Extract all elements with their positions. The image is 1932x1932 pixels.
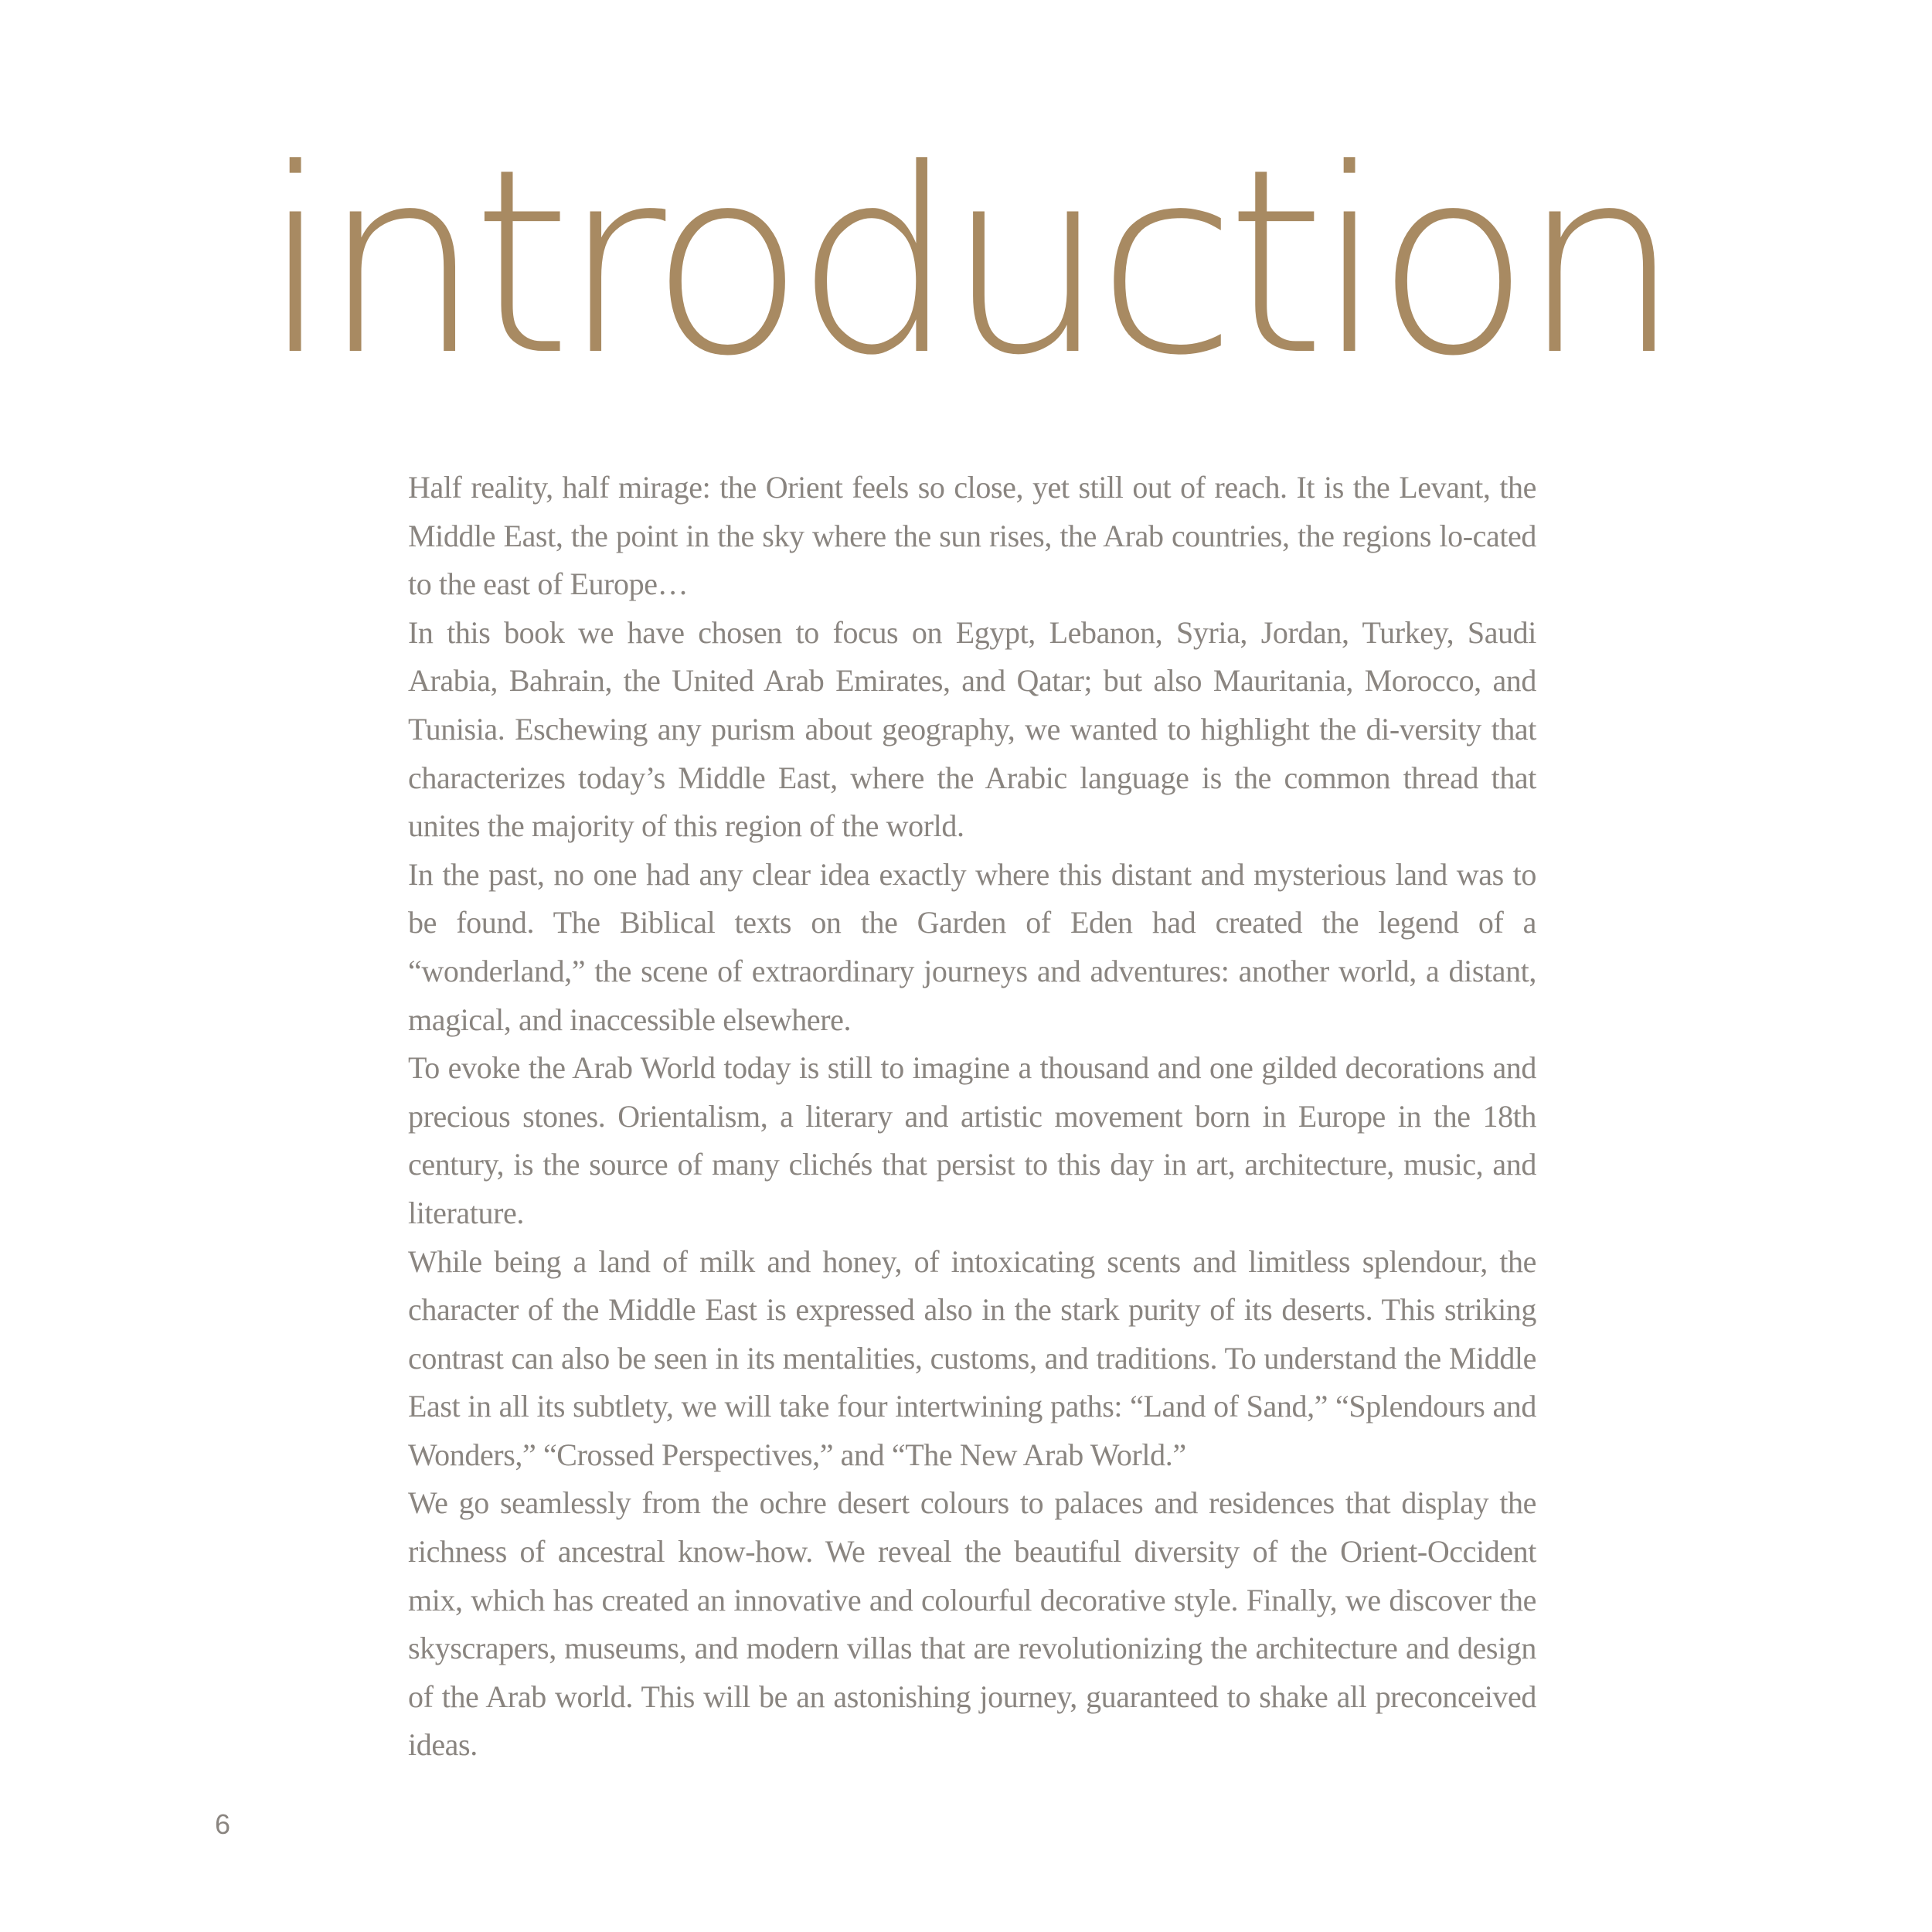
paragraph: We go seamlessly from the ochre desert colours to palaces and residences that display the richness of ancestral know-how. We reveal the beautiful diversity of the Orient-Occident mix, which has created an innovative and colourful decorative style. Finally, we discover the skyscrapers, museums, and modern villas that are revolutionizing the architecture and design of the Arab world. This will be an astonishing journey, guaranteed to shake all preconceived ideas.: [408, 1485, 1536, 1763]
paragraph: In this book we have chosen to focus on Egypt, Lebanon, Syria, Jordan, Turkey, Saudi Arabia, Bahrain, the United Arab Emirates, and Qatar; but also Mauritania, Morocco, and Tunisia. Eschewing any purism about geography, we wanted to highlight the di-versity that characterizes today’s Middle East, where the Arabic language is the common thread that unites the majority of this region of the world.: [408, 614, 1536, 844]
page-number: 6: [215, 1808, 231, 1840]
body-text: [408, 464, 1536, 1770]
paragraph: To evoke the Arab World today is still to imagine a thousand and one gilded decorations and precious stones. Orientalism, a literary and artistic movement born in Europe in the 18th century, is the source of many clichés that persist to this day in art, architecture, music, and literature.: [408, 1050, 1536, 1230]
paragraph: While being a land of milk and honey, of intoxicating scents and limitless splendour, the character of the Middle East is expressed also in the stark purity of its deserts. This striking contrast can also be seen in its mentalities, customs, and traditions. To understand the Middle East in all its subtlety, we will take four intertwining paths: “Land of Sand,” “Splendours and Wonders,” “Crossed Perspectives,” and “The New Arab World.”: [408, 1243, 1536, 1472]
paragraph: Half reality, half mirage: the Orient feels so close, yet still out of reach. It is the Levant, the Middle East, the point in the sky where the sun rises, the Arab countries, the regions lo-cated to the east of Europe…: [408, 470, 1536, 602]
paragraph: In the past, no one had any clear idea exactly where this distant and mysterious land was to be found. The Biblical texts on the Garden of Eden had created the legend of a “wonderland,” the scene of extraordinary journeys and adventures: another world, a distant, magical, and inaccessible elsewhere.: [408, 856, 1536, 1037]
page-title: introduction: [260, 114, 1672, 411]
